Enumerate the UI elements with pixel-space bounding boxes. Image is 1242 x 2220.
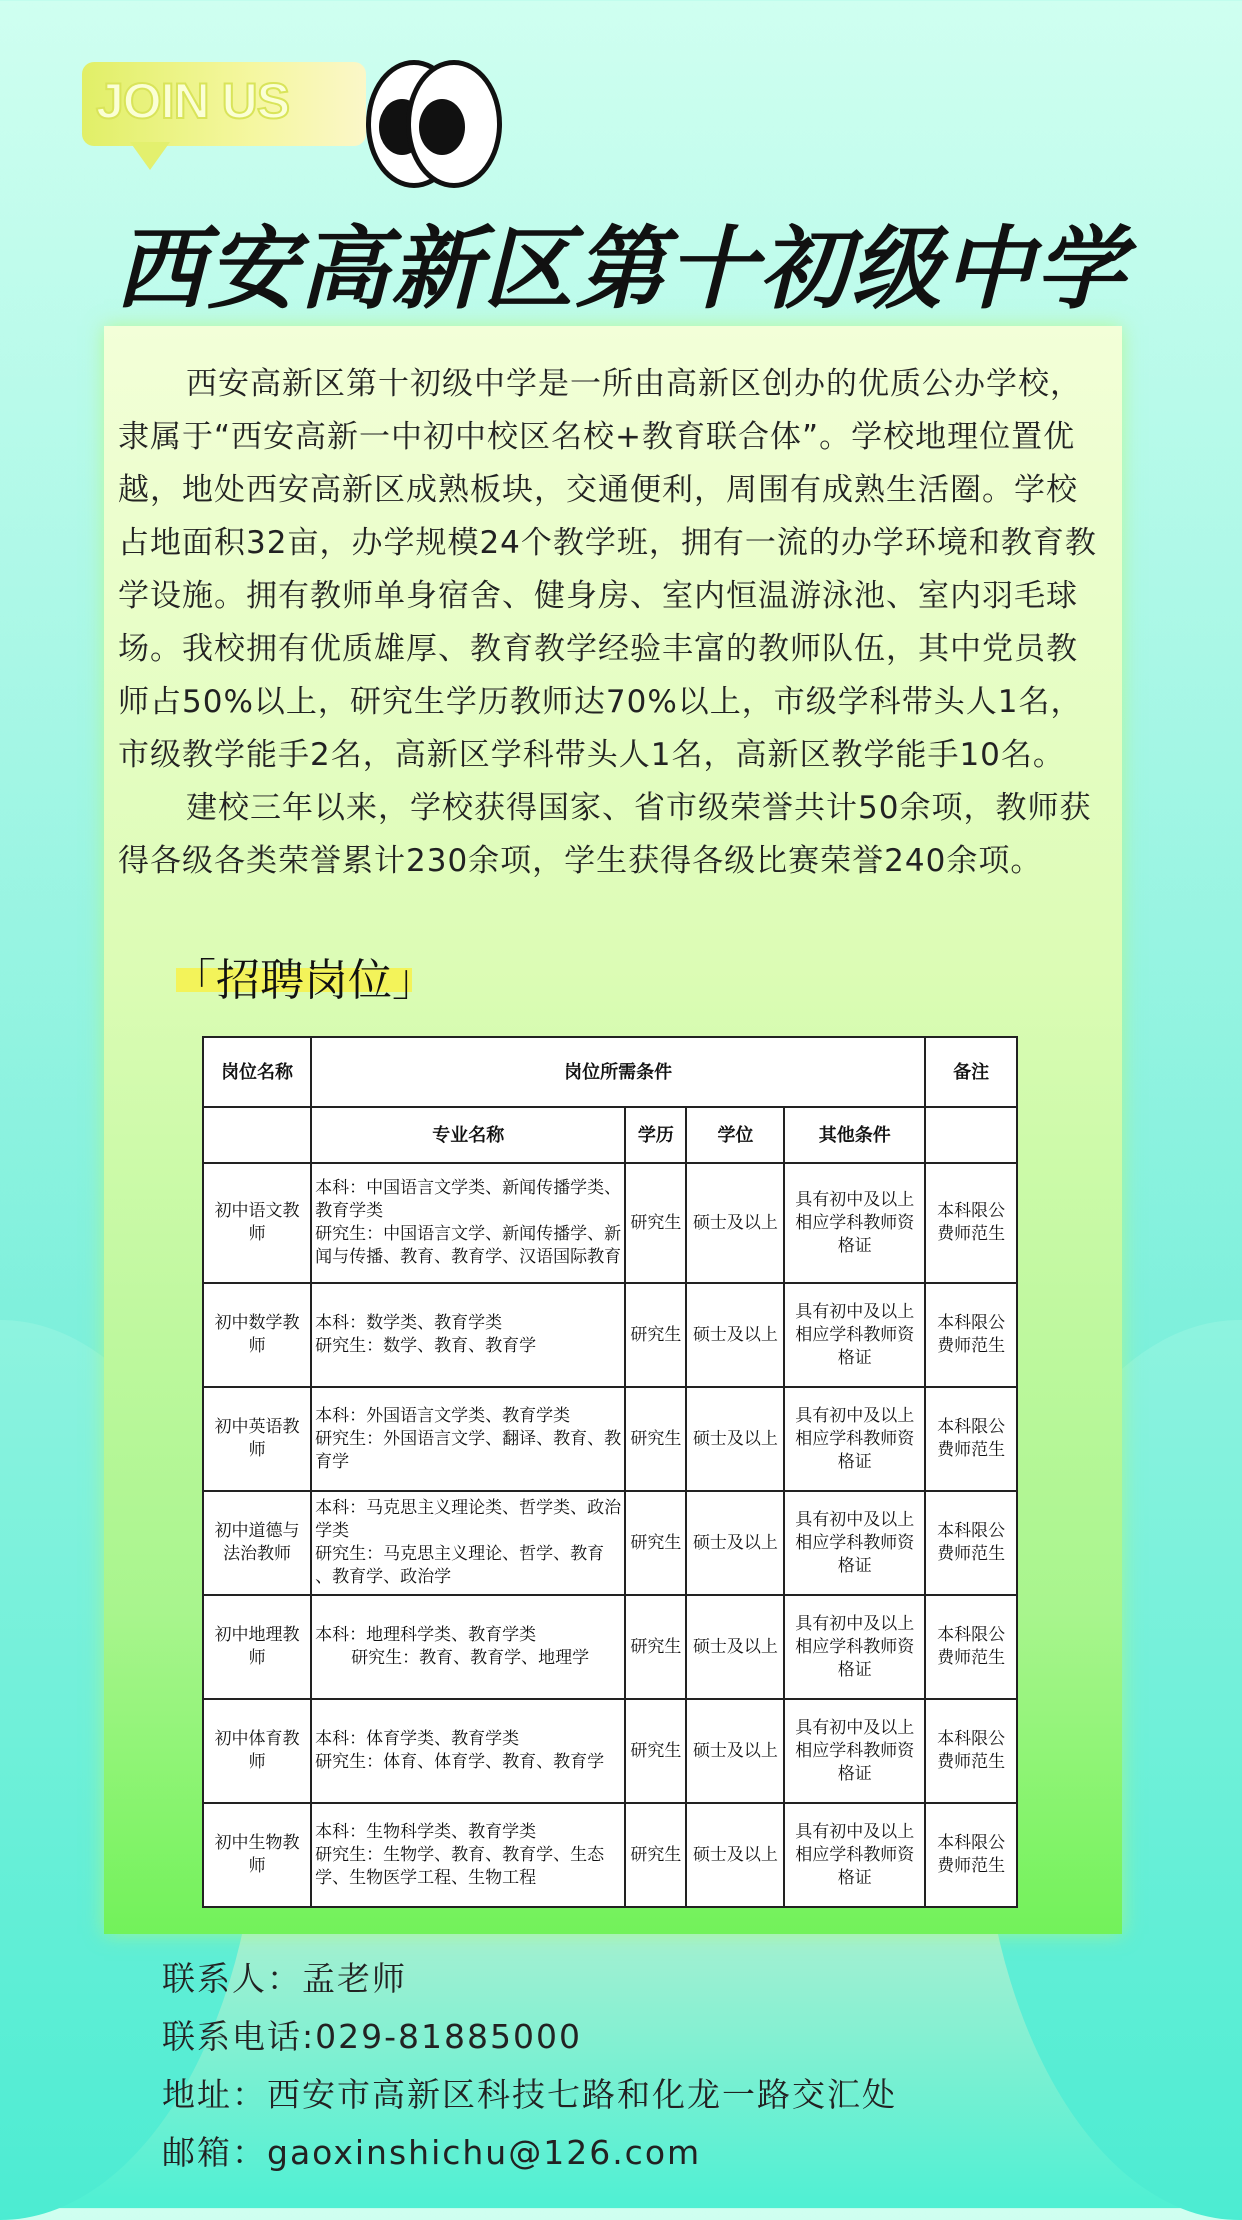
table-header-row xyxy=(203,1037,1017,1107)
table-subheader-row xyxy=(203,1107,1017,1163)
section-title: 「招聘岗位」 xyxy=(172,955,436,1006)
table-row: 初中数学教师 本科：数学类、教育学类 研究生：数学、教育、教育学 研究生 硕士及以上 具有初中及以上相应学科教师资格证 本科限公费师范生 xyxy=(203,1283,1017,1387)
recruitment-table xyxy=(202,1036,1018,1908)
table-row: 初中道德与法治教师 本科：马克思主义理论类、哲学类、政治学类 研究生：马克思主义理论、哲学、教育 、教育学、政治学 研究生 硕士及以上 具有初中及以上相应学科教师资格证 本科限公费师范生 xyxy=(203,1491,1017,1595)
contact-address: 地址：西安市高新区科技七路和化龙一路交汇处 xyxy=(162,2075,897,2114)
contact-phone[interactable]: 联系电话:029-81885000 xyxy=(162,2017,582,2056)
section-header xyxy=(172,944,436,1008)
page-title: 西安高新区第十初级中学 xyxy=(115,217,1127,322)
school-intro xyxy=(118,358,1098,888)
join-us-text: JOIN US xyxy=(96,73,290,129)
contact-info xyxy=(162,1950,897,2182)
table-row: 初中体育教师 本科：体育学类、教育学类 研究生：体育、体育学、教育、教育学 研究生 硕士及以上 具有初中及以上相应学科教师资格证 本科限公费师范生 xyxy=(203,1699,1017,1803)
header-degree: 学位 xyxy=(686,1107,784,1163)
header-note: 备注 xyxy=(925,1037,1017,1107)
contact-email[interactable]: 邮箱：gaoxinshichu@126.com xyxy=(162,2133,702,2172)
table-row: 初中生物教师 本科：生物科学类、教育学类 研究生：生物学、教育、教育学、生态学、生物医学工程、生物工程 研究生 硕士及以上 具有初中及以上相应学科教师资格证 本科限公费师范生 xyxy=(203,1803,1017,1907)
header-education: 学历 xyxy=(625,1107,686,1163)
intro-paragraph: 建校三年以来，学校获得国家、省市级荣誉共计50余项，教师获得各级各类荣誉累计230余项，学生获得各级比赛荣誉240余项。 xyxy=(118,790,1092,879)
header-other: 其他条件 xyxy=(784,1107,925,1163)
table-row: 初中英语教师 本科：外国语言文学类、教育学类 研究生：外国语言文学、翻译、教育、教育学 研究生 硕士及以上 具有初中及以上相应学科教师资格证 本科限公费师范生 xyxy=(203,1387,1017,1491)
header-major: 专业名称 xyxy=(311,1107,625,1163)
badge-tail xyxy=(130,142,170,170)
table-row: 初中地理教师 本科：地理科学类、教育学类 研究生：教育、教育学、地理学 研究生 硕士及以上 具有初中及以上相应学科教师资格证 本科限公费师范生 xyxy=(203,1595,1017,1699)
header-position: 岗位名称 xyxy=(203,1037,311,1107)
table-row: 初中语文教师 本科：中国语言文学类、新闻传播学类、教育学类 研究生：中国语言文学、新闻传播学、新闻与传播、教育、教育学、汉语国际教育 研究生 硕士及以上 具有初中及以上相应学科教师资格证 本科限公费师范生 xyxy=(203,1163,1017,1283)
header-requirements: 岗位所需条件 xyxy=(311,1037,925,1107)
contact-person: 联系人：孟老师 xyxy=(162,1959,407,1998)
eye-right-icon xyxy=(406,60,502,188)
intro-paragraph: 西安高新区第十初级中学是一所由高新区创办的优质公办学校，隶属于“西安高新一中初中校区名校+教育联合体”。学校地理位置优越，地处西安高新区成熟板块，交通便利，周围有成熟生活圈。学校占地面积32亩，办学规模24个教学班，拥有一流的办学环境和教育教学设施。拥有教师单身宿舍、健身房、室内恒温游泳池、室内羽毛球场。我校拥有优质雄厚、教育教学经验丰富的教师队伍，其中党员教师占50%以上，研究生学历教师达70%以上，市级学科带头人1名，市级教学能手2名，高新区学科带头人1名，高新区教学能手10名。 xyxy=(118,366,1097,773)
